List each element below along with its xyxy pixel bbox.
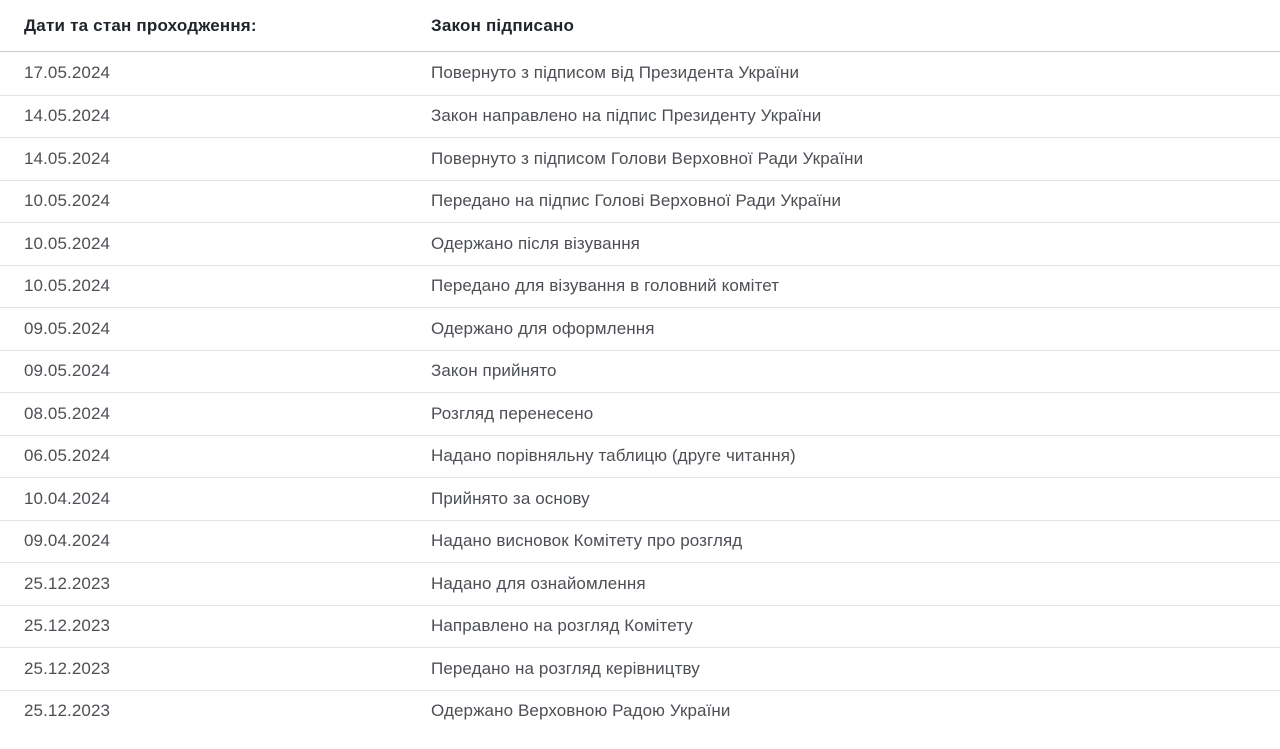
table-row xyxy=(0,222,1280,265)
table-row xyxy=(0,435,1280,478)
table-row xyxy=(0,265,1280,308)
row-status: Надано порівняльну таблицю (друге читання) xyxy=(431,446,796,466)
row-status: Одержано Верховною Радою України xyxy=(431,701,731,721)
row-status: Розгляд перенесено xyxy=(431,403,594,423)
row-date: 09.04.2024 xyxy=(24,531,111,551)
row-date: 25.12.2023 xyxy=(24,658,111,678)
table-row xyxy=(0,477,1280,520)
table-row xyxy=(0,520,1280,563)
table-row xyxy=(0,307,1280,350)
table-row xyxy=(0,180,1280,223)
row-date: 10.05.2024 xyxy=(24,191,111,211)
table-row xyxy=(0,52,1280,95)
row-date: 25.12.2023 xyxy=(24,616,111,636)
row-status: Одержано для оформлення xyxy=(431,318,655,338)
row-date: 10.05.2024 xyxy=(24,233,111,253)
column-header-law-signed-status: Закон підписано xyxy=(431,15,575,35)
row-status: Надано для ознайомлення xyxy=(431,573,646,593)
table-header-row xyxy=(0,0,1280,52)
row-date: 14.05.2024 xyxy=(24,106,111,126)
row-status: Закон направлено на підпис Президенту України xyxy=(431,106,822,126)
row-status: Прийнято за основу xyxy=(431,488,590,508)
row-date: 09.05.2024 xyxy=(24,361,111,381)
row-date: 06.05.2024 xyxy=(24,446,111,466)
row-date: 10.05.2024 xyxy=(24,276,111,296)
table-row xyxy=(0,647,1280,690)
row-status: Одержано після візування xyxy=(431,233,640,253)
row-date: 17.05.2024 xyxy=(24,63,111,83)
row-status: Повернуто з підписом від Президента України xyxy=(431,63,800,83)
row-status: Надано висновок Комітету про розгляд xyxy=(431,531,743,551)
row-status: Закон прийнято xyxy=(431,361,557,381)
table-row xyxy=(0,392,1280,435)
row-status: Передано на підпис Голові Верховної Ради України xyxy=(431,191,842,211)
row-date: 25.12.2023 xyxy=(24,701,111,721)
row-date: 09.05.2024 xyxy=(24,318,111,338)
table-row xyxy=(0,605,1280,648)
row-date: 08.05.2024 xyxy=(24,403,111,423)
table-row xyxy=(0,690,1280,733)
table-row xyxy=(0,95,1280,138)
row-date: 14.05.2024 xyxy=(24,148,111,168)
row-status: Направлено на розгляд Комітету xyxy=(431,616,693,636)
column-header-dates-and-stage: Дати та стан проходження: xyxy=(24,15,257,35)
table-row xyxy=(0,137,1280,180)
table-row xyxy=(0,350,1280,393)
row-status: Передано на розгляд керівництву xyxy=(431,658,700,678)
row-status: Передано для візування в головний комітет xyxy=(431,276,780,296)
row-date: 10.04.2024 xyxy=(24,488,111,508)
row-date: 25.12.2023 xyxy=(24,573,111,593)
table-body xyxy=(0,52,1280,732)
row-status: Повернуто з підписом Голови Верховної Ради України xyxy=(431,148,864,168)
table-row xyxy=(0,562,1280,605)
